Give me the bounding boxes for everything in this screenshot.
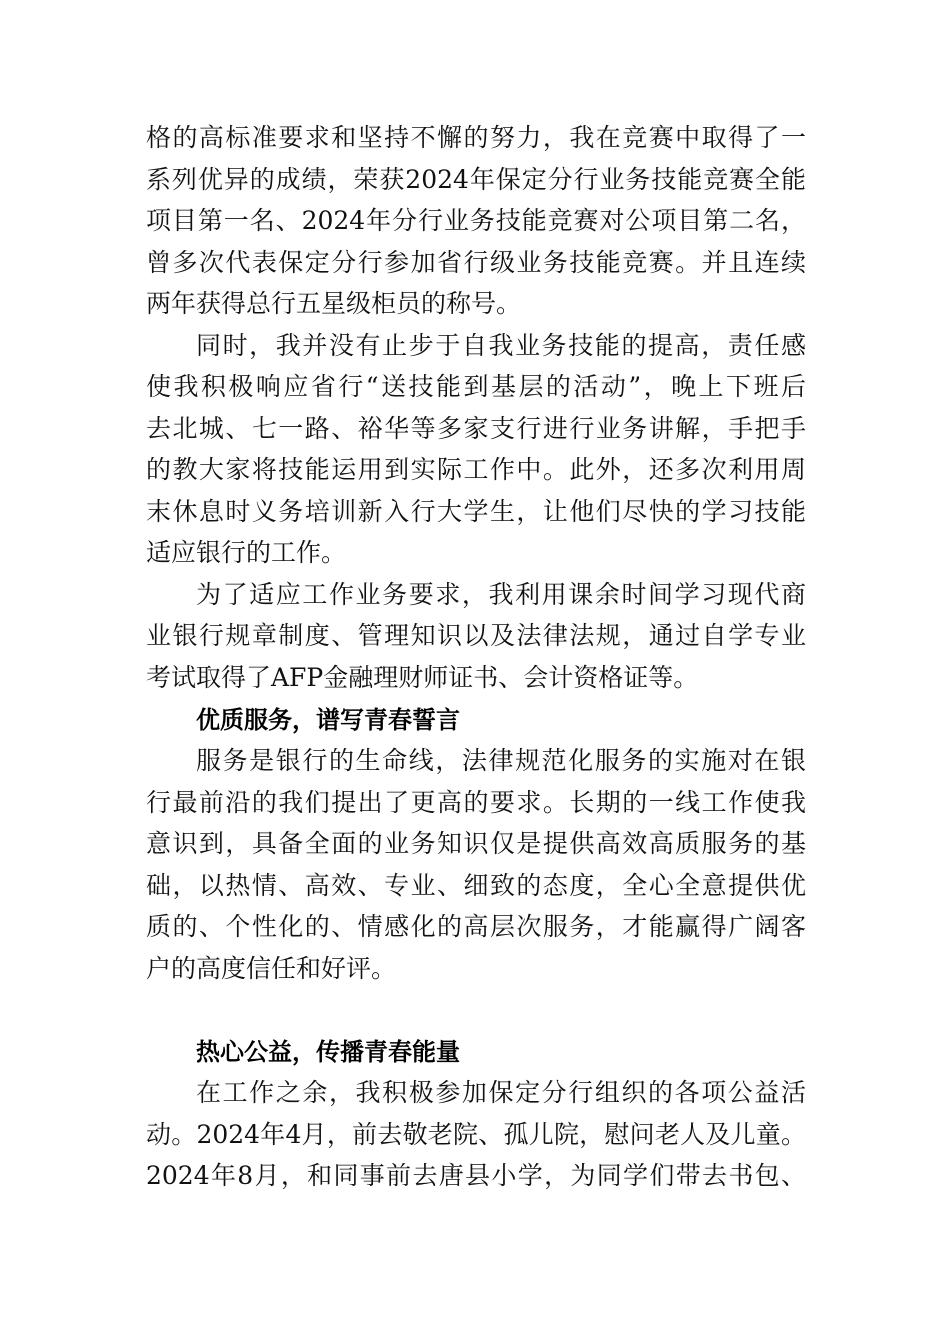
text-line: 同时，我并没有止步于自我业务技能的提高，责任感 (196, 331, 806, 360)
text-line: 去北城、七一路、裕华等多家支行进行业务讲解，手把手 (146, 414, 806, 443)
text-line: 曾多次代表保定分行参加省行级业务技能竞赛。并且连续 (146, 248, 806, 277)
text-line: 的教大家将技能运用到实际工作中。此外，还多次利用周 (146, 455, 806, 484)
text-line: 业银行规章制度、管理知识以及法律法规，通过自学专业 (146, 621, 806, 650)
text-line: 动。2024年4月，前去敬老院、孤儿院，慰问老人及儿童。 (146, 1120, 806, 1149)
text-line: 服务是银行的生命线，法律规范化服务的实施对在银 (196, 746, 806, 775)
text-line: 户的高度信任和好评。 (146, 954, 397, 983)
text-line: 项目第一名、2024年分行业务技能竞赛对公项目第二名， (146, 206, 806, 235)
text-line: 两年获得总行五星级柜员的称号。 (146, 289, 522, 318)
section-heading: 优质服务，谱写青春誓言 (196, 706, 460, 734)
text-line: 2024年8月，和同事前去唐县小学，为同学们带去书包、 (146, 1161, 806, 1190)
text-line: 适应银行的工作。 (146, 538, 347, 567)
text-line: 使我积极响应省行“送技能到基层的活动”，晚上下班后 (146, 372, 806, 401)
text-line: 在工作之余，我积极参加保定分行组织的各项公益活 (196, 1078, 806, 1107)
text-line: 础，以热情、高效、专业、细致的态度，全心全意提供优 (146, 871, 806, 900)
section-heading: 热心公益，传播青春能量 (196, 1038, 460, 1066)
text-line: 末休息时义务培训新入行大学生，让他们尽快的学习技能 (146, 497, 806, 526)
text-line: 系列优异的成绩，荣获2024年保定分行业务技能竞赛全能 (146, 165, 806, 194)
text-line: 为了适应工作业务要求，我利用课余时间学习现代商 (196, 580, 806, 609)
text-line: 格的高标准要求和坚持不懈的努力，我在竞赛中取得了一 (146, 123, 806, 152)
text-line: 质的、个性化的、情感化的高层次服务，才能赢得广阔客 (146, 912, 806, 941)
text-line: 意识到，具备全面的业务知识仅是提供高效高质服务的基 (146, 829, 806, 858)
text-line: 考试取得了AFP金融理财师证书、会计资格证等。 (146, 663, 699, 692)
text-line: 行最前沿的我们提出了更高的要求。长期的一线工作使我 (146, 788, 806, 817)
